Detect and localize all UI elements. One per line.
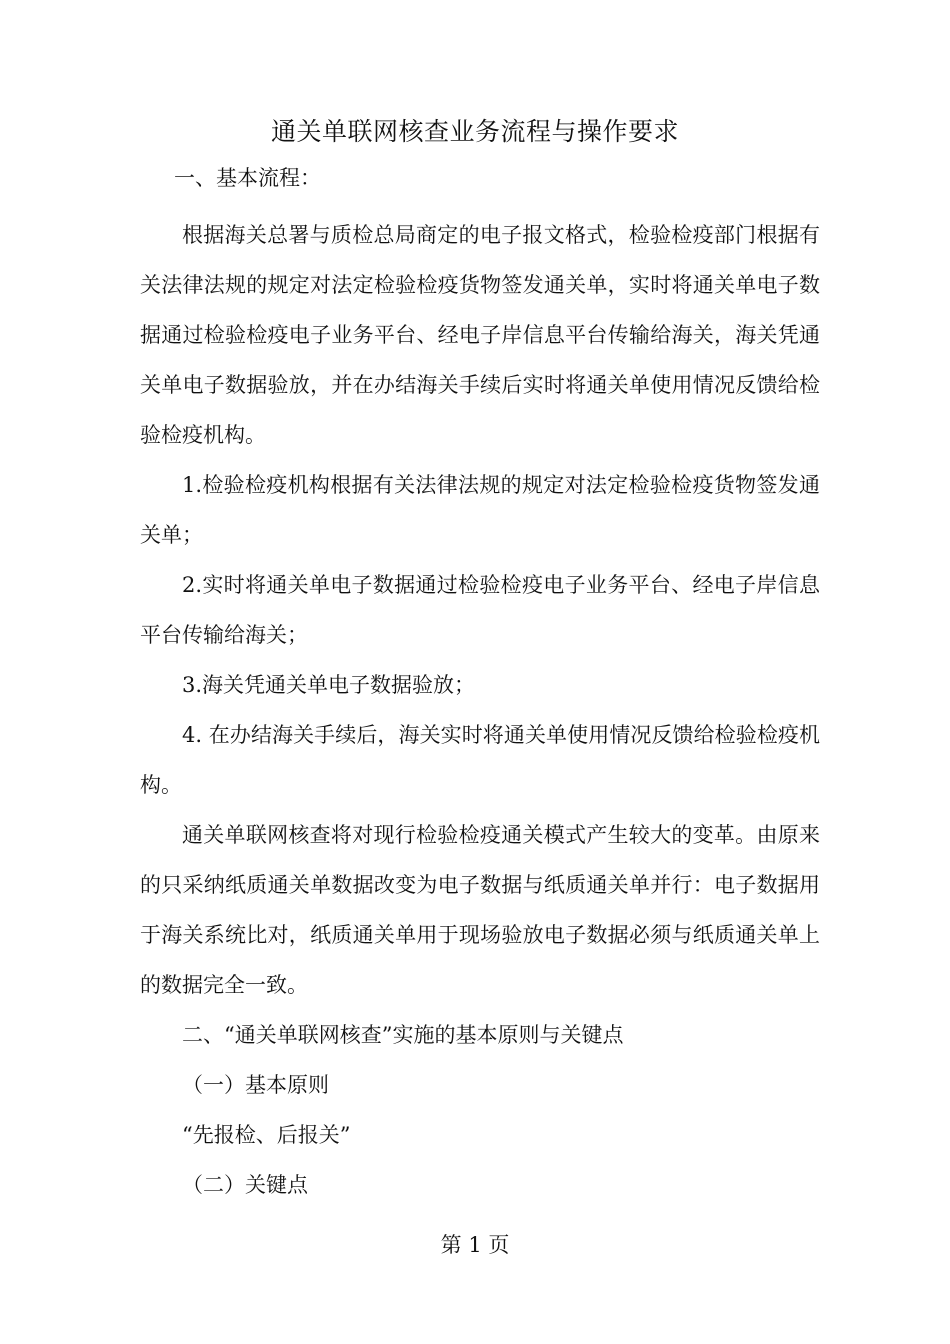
paragraph-intro: 根据海关总署与质检总局商定的电子报文格式，检验检疫部门根据有关法律法规的规定对法定检验检疫货物签发通关单，实时将通关单电子数据通过检验检疫电子业务平台、经电子岸信息平台传输给海关，海关凭通关单电子数据验放，并在办结海关手续后实时将通关单使用情况反馈给检验检疫机构。 bbox=[140, 223, 820, 447]
paragraph-step-4: 4. 在办结海关手续后，海关实时将通关单使用情况反馈给检验检疫机构。 bbox=[140, 723, 820, 797]
paragraph-step-2: 2.实时将通关单电子数据通过检验检疫电子业务平台、经电子岸信息平台传输给海关； bbox=[140, 573, 820, 647]
document-title: 通关单联网核查业务流程与操作要求 bbox=[270, 117, 679, 146]
subheading-key-points: （二）关键点 bbox=[182, 1173, 308, 1197]
page-number: 第 1 页 bbox=[440, 1233, 510, 1257]
section-heading-principles: 二、“通关单联网核查”实施的基本原则与关键点 bbox=[182, 1023, 624, 1047]
subheading-basic-principle: （一）基本原则 bbox=[182, 1073, 329, 1097]
section-heading-basic-process: 一、基本流程： bbox=[174, 166, 321, 190]
document-body bbox=[140, 210, 820, 1210]
principle-quote: “先报检、后报关” bbox=[182, 1123, 351, 1147]
paragraph-step-1: 1.检验检疫机构根据有关法律法规的规定对法定检验检疫货物签发通关单； bbox=[140, 473, 820, 547]
paragraph-reform: 通关单联网核查将对现行检验检疫通关模式产生较大的变革。由原来的只采纳纸质通关单数据改变为电子数据与纸质通关单并行：电子数据用于海关系统比对，纸质通关单用于现场验放电子数据必须与纸质通关单上的数据完全一致。 bbox=[140, 823, 820, 997]
paragraph-step-3: 3.海关凭通关单电子数据验放； bbox=[182, 673, 476, 697]
